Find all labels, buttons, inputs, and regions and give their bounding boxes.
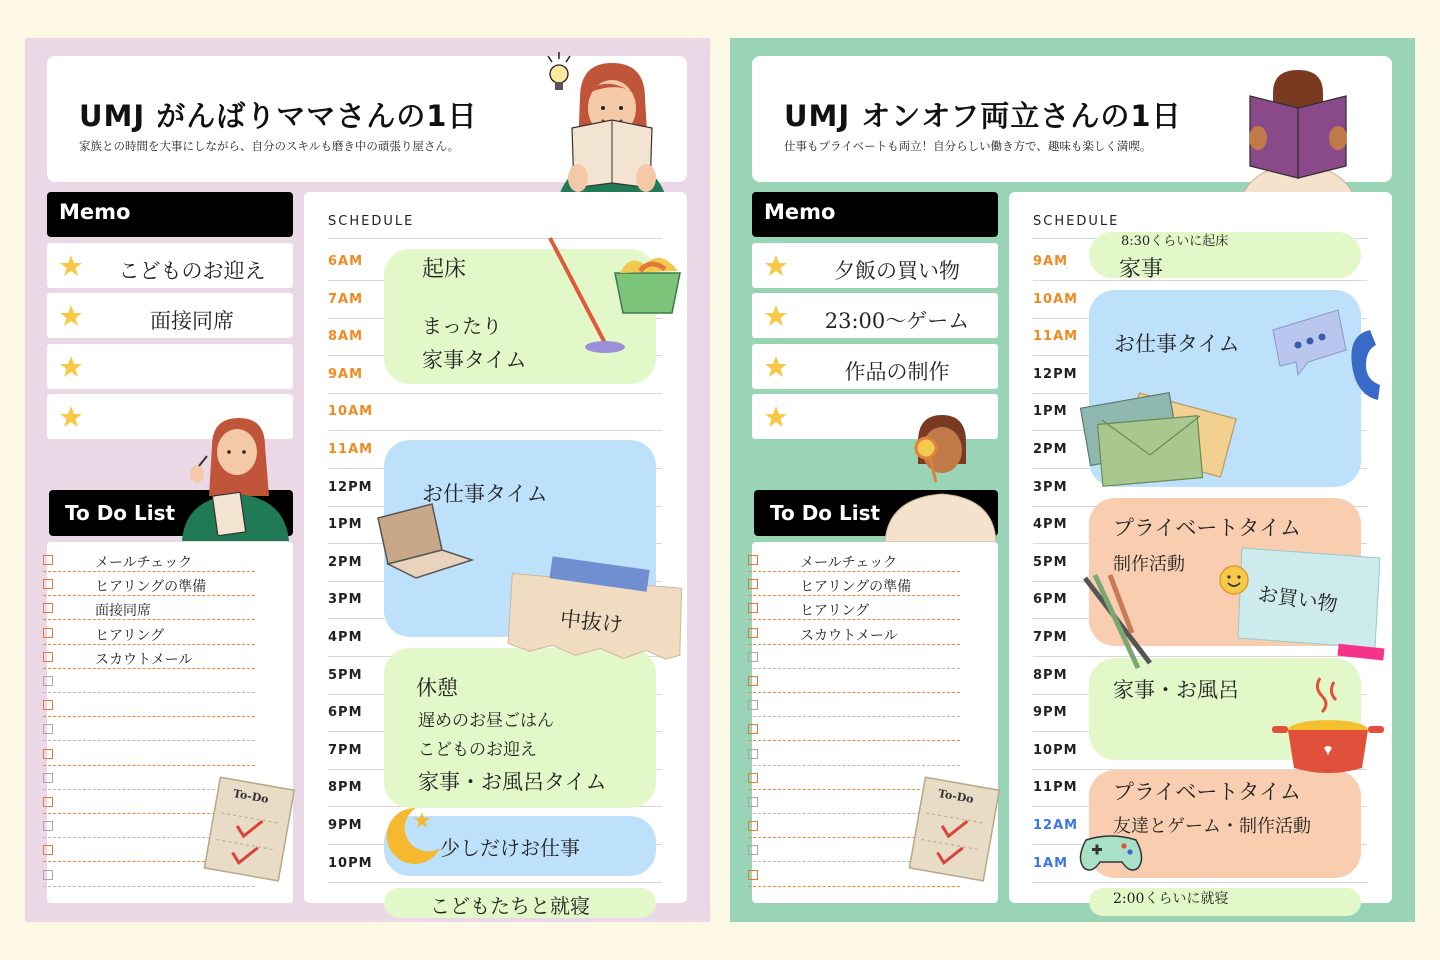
woman-magnifier-illustration xyxy=(880,412,1000,542)
hour-label: 7PM xyxy=(1033,630,1068,645)
todo-item-label: メールチェック xyxy=(800,555,898,571)
todo-item xyxy=(43,621,255,645)
hour-label: 12PM xyxy=(1033,366,1078,382)
memo-header: Memo xyxy=(752,192,998,237)
todo-checkbox[interactable] xyxy=(748,628,758,638)
smiley-icon xyxy=(1218,564,1250,596)
todo-checkbox[interactable] xyxy=(43,628,53,638)
star-icon xyxy=(59,405,83,429)
todo-item xyxy=(748,572,960,596)
event-friends: 友達とゲーム・制作活動 xyxy=(1113,816,1311,837)
event-little-work: 少しだけお仕事 xyxy=(440,836,580,860)
schedule-label: SCHEDULE xyxy=(1033,214,1120,229)
hour-label: 6PM xyxy=(1033,592,1068,608)
star-icon xyxy=(59,254,83,278)
star-icon xyxy=(764,304,788,328)
event-wake: 起床 xyxy=(422,257,467,282)
event-bath: 家事・お風呂タイム xyxy=(418,770,607,794)
hour-label: 6PM xyxy=(328,705,363,721)
event-sleep: こどもたちと就寝 xyxy=(430,894,590,918)
todo-checkbox[interactable] xyxy=(43,555,53,565)
todo-item-label: メールチェック xyxy=(95,555,193,571)
todo-item xyxy=(43,548,255,572)
todo-checkbox[interactable] xyxy=(43,603,53,613)
memo-item: こどものお迎え xyxy=(47,243,293,288)
hour-label: 1AM xyxy=(1033,855,1069,871)
todo-checkbox[interactable] xyxy=(748,821,758,831)
todo-item-label: ヒアリングの準備 xyxy=(95,579,207,596)
star-icon xyxy=(59,304,83,328)
hour-label: 9AM xyxy=(1033,254,1069,269)
todo-item xyxy=(748,621,960,645)
star-icon xyxy=(764,254,788,278)
cooking-pot-icon xyxy=(1270,668,1385,783)
todo-checkbox[interactable] xyxy=(43,821,53,831)
todo-checkbox[interactable] xyxy=(43,797,53,807)
hour-label: 9PM xyxy=(1033,705,1068,721)
todo-checkbox[interactable] xyxy=(748,652,758,662)
todo-checkbox[interactable] xyxy=(43,579,53,589)
todo-item xyxy=(43,742,255,766)
todo-checkbox[interactable] xyxy=(43,652,53,662)
star-icon xyxy=(764,405,788,429)
hour-label: 4PM xyxy=(1033,517,1068,533)
event-break-out: 中抜け xyxy=(558,606,624,638)
page-title: UMJ オンオフ両立さんの1日 xyxy=(784,99,1182,133)
hour-label: 1PM xyxy=(328,517,363,533)
todo-checkbox[interactable] xyxy=(748,870,758,880)
hour-label: 2PM xyxy=(328,554,363,570)
todo-item xyxy=(43,596,255,620)
event-shopping: お買い物 xyxy=(1256,581,1340,617)
todo-checkbox[interactable] xyxy=(748,845,758,855)
page-title: UMJ がんばりママさんの1日 xyxy=(79,99,478,133)
todo-item xyxy=(43,669,255,693)
memo-item: 23:00〜ゲーム xyxy=(752,293,998,338)
hour-label: 2PM xyxy=(1033,442,1068,457)
hour-label: 12AM xyxy=(1033,818,1079,833)
event-rest: 休憩 xyxy=(416,676,458,700)
todo-sticker-label: To-Do xyxy=(937,786,975,807)
memo-item xyxy=(47,344,293,389)
todo-item xyxy=(748,548,960,572)
hour-divider xyxy=(1033,882,1367,883)
todo-checkbox[interactable] xyxy=(748,700,758,710)
hour-label: 3PM xyxy=(1033,479,1068,495)
event-work: お仕事タイム xyxy=(1114,332,1240,356)
memo-item: 面接同席 xyxy=(47,293,293,338)
todo-checkbox[interactable] xyxy=(748,603,758,613)
todo-item-label: ヒアリング xyxy=(800,603,870,620)
hour-label: 11AM xyxy=(328,442,374,457)
hour-label: 8AM xyxy=(328,329,364,345)
mop-bucket-illustration xyxy=(520,233,690,363)
event-wake-note: 8:30くらいに起床 xyxy=(1121,234,1229,249)
todo-item xyxy=(43,717,255,741)
star-icon xyxy=(764,355,788,379)
hour-label: 1PM xyxy=(1033,404,1068,420)
todo-item xyxy=(748,669,960,693)
hour-divider xyxy=(328,882,662,883)
memo-item: 夕飯の買い物 xyxy=(752,243,998,288)
event-relax: まったり xyxy=(422,314,502,338)
todo-checkbox[interactable] xyxy=(748,749,758,759)
event-bath: 家事・お風呂 xyxy=(1113,678,1239,702)
pencils-icon xyxy=(1080,573,1160,673)
todo-item xyxy=(748,645,960,669)
todo-item-label: スカウトメール xyxy=(95,651,193,668)
todo-item xyxy=(43,693,255,717)
phone-chat-icon xyxy=(1268,300,1388,410)
star-icon xyxy=(59,355,83,379)
hour-divider xyxy=(328,393,662,394)
event-sleep-note: 2:00くらいに就寝 xyxy=(1113,891,1229,907)
hour-label: 11AM xyxy=(1033,329,1079,345)
todo-header: To Do List xyxy=(49,490,293,536)
todo-item-label: ヒアリングの準備 xyxy=(800,579,912,596)
todo-checkbox[interactable] xyxy=(748,579,758,589)
hour-label: 9AM xyxy=(328,366,364,382)
event-chores: 家事 xyxy=(1119,257,1164,282)
todo-item xyxy=(43,645,255,669)
hour-label: 10AM xyxy=(1033,291,1079,307)
event-chores: 家事タイム xyxy=(422,348,527,372)
todo-item xyxy=(748,596,960,620)
hour-divider xyxy=(1033,280,1367,281)
event-private-2: プライベートタイム xyxy=(1113,780,1301,804)
hour-label: 5PM xyxy=(328,667,363,683)
todo-checkbox[interactable] xyxy=(43,700,53,710)
todo-checkbox[interactable] xyxy=(43,773,53,783)
hour-label: 4PM xyxy=(328,630,363,645)
todo-checkbox[interactable] xyxy=(43,749,53,759)
memo-item: 作品の制作 xyxy=(752,344,998,389)
todo-checkbox[interactable] xyxy=(43,724,53,734)
hour-label: 9PM xyxy=(328,818,363,833)
woman-thinking-illustration xyxy=(177,416,292,541)
panel-onoff xyxy=(730,38,1415,922)
todo-sticker-label: To-Do xyxy=(232,786,270,807)
hour-label: 8PM xyxy=(328,780,363,796)
hour-label: 10PM xyxy=(328,855,373,871)
hour-label: 8PM xyxy=(1033,667,1068,683)
hour-label: 12PM xyxy=(328,479,373,495)
memo-header: Memo xyxy=(47,192,293,237)
todo-checkbox[interactable] xyxy=(43,676,53,686)
page-subtitle: 家族との時間を大事にしながら、自分のスキルも磨き中の頑張り屋さん。 xyxy=(79,139,460,153)
todo-item xyxy=(748,693,960,717)
hour-label: 6AM xyxy=(328,254,364,269)
schedule-label: SCHEDULE xyxy=(328,214,415,229)
todo-checkbox[interactable] xyxy=(748,797,758,807)
todo-header: To Do List xyxy=(754,490,998,536)
event-private-1: プライベートタイム xyxy=(1113,516,1301,540)
todo-checkbox[interactable] xyxy=(748,724,758,734)
envelopes-icon xyxy=(1080,390,1250,500)
event-creation: 制作活動 xyxy=(1113,554,1185,575)
todo-item-label: スカウトメール xyxy=(800,627,898,644)
panel-mama xyxy=(25,38,710,922)
hour-label: 10PM xyxy=(1033,742,1078,758)
moon-stars-icon xyxy=(378,798,448,868)
hour-label: 5PM xyxy=(1033,554,1068,570)
todo-checkbox[interactable] xyxy=(43,870,53,880)
event-work: お仕事タイム xyxy=(422,482,548,506)
hour-divider xyxy=(328,430,662,431)
hour-label: 7PM xyxy=(328,742,363,758)
todo-item xyxy=(748,742,960,766)
hour-label: 3PM xyxy=(328,592,363,608)
hour-label: 10AM xyxy=(328,404,374,420)
todo-checkbox[interactable] xyxy=(748,555,758,565)
event-lunch: 遅めのお昼ごはん xyxy=(418,711,554,731)
hour-label: 7AM xyxy=(328,291,364,307)
laptop-icon xyxy=(370,498,480,583)
hour-label: 11PM xyxy=(1033,780,1078,796)
todo-checkbox[interactable] xyxy=(43,845,53,855)
todo-item-label: 面接同席 xyxy=(95,603,151,620)
todo-item xyxy=(748,717,960,741)
page-subtitle: 仕事もプライベートも両立！自分らしい働き方で、趣味も楽しく満喫。 xyxy=(784,139,1152,153)
todo-item xyxy=(43,572,255,596)
todo-item-label: ヒアリング xyxy=(95,627,165,644)
todo-checkbox[interactable] xyxy=(748,773,758,783)
event-pickup: こどものお迎え xyxy=(418,740,537,760)
todo-checkbox[interactable] xyxy=(748,676,758,686)
